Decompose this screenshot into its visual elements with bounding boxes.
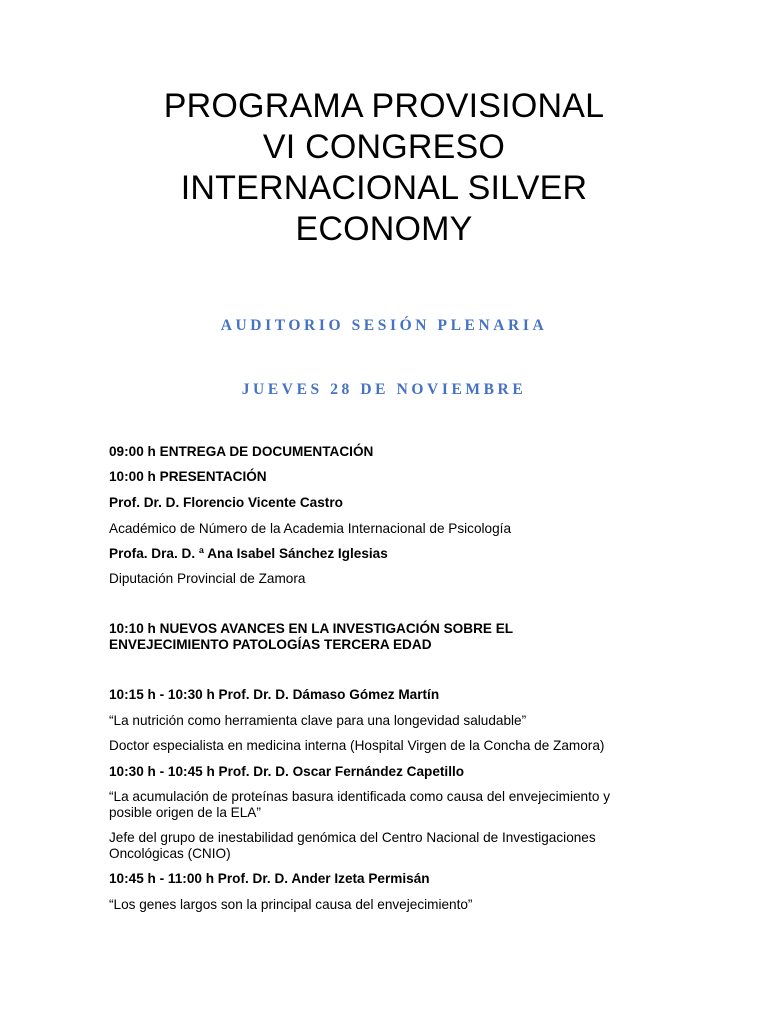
presenter-role: Diputación Provincial de Zamora <box>109 571 306 586</box>
room-heading: AUDITORIO SESIÓN PLENARIA <box>220 317 548 334</box>
presenter-name: Prof. Dr. D. Florencio Vicente Castro <box>109 495 343 510</box>
talk-header: 10:45 h - 11:00 h Prof. Dr. D. Ander Izeta Permisán <box>109 871 430 886</box>
section-heading-line: ENVEJECIMIENTO PATOLOGÍAS TERCERA EDAD <box>109 637 432 652</box>
title-line-3: INTERNACIONAL SILVER <box>180 169 588 207</box>
talk-title <box>109 789 669 821</box>
page-title <box>84 86 684 250</box>
talk-affiliation-line: Oncológicas (CNIO) <box>109 846 231 861</box>
talk-header: 10:15 h - 10:30 h Prof. Dr. D. Dámaso Gómez Martín <box>109 687 440 702</box>
agenda-item-0900: 09:00 h ENTREGA DE DOCUMENTACIÓN <box>109 444 374 459</box>
talk-title: “La nutrición como herramienta clave para una longevidad saludable” <box>109 713 527 728</box>
talk-title: “Los genes largos son la principal causa del envejecimiento” <box>109 897 473 912</box>
section-heading-1010 <box>109 621 669 653</box>
agenda-item-1000: 10:00 h PRESENTACIÓN <box>109 469 267 484</box>
presenter-role: Académico de Número de la Academia Internacional de Psicología <box>109 521 512 536</box>
talk-affiliation-line: Jefe del grupo de inestabilidad genómica del Centro Nacional de Investigaciones <box>109 830 596 845</box>
section-heading-line: 10:10 h NUEVOS AVANCES EN LA INVESTIGACIÓN SOBRE EL <box>109 621 514 636</box>
talk-header: 10:30 h - 10:45 h Prof. Dr. D. Oscar Fernández Capetillo <box>109 764 465 779</box>
title-line-4: ECONOMY <box>295 210 473 248</box>
day-heading: JUEVES 28 DE NOVIEMBRE <box>241 381 527 398</box>
title-line-1: PROGRAMA PROVISIONAL <box>163 87 605 125</box>
title-line-2: VI CONGRESO <box>262 128 506 166</box>
talk-affiliation <box>109 830 669 862</box>
talk-title-line: posible origen de la ELA” <box>109 805 261 820</box>
presenter-name: Profa. Dra. D. ª Ana Isabel Sánchez Iglesias <box>109 546 388 561</box>
talk-title-line: “La acumulación de proteínas basura identificada como causa del envejecimiento y <box>109 789 610 804</box>
talk-affiliation: Doctor especialista en medicina interna (Hospital Virgen de la Concha de Zamora) <box>109 738 605 753</box>
